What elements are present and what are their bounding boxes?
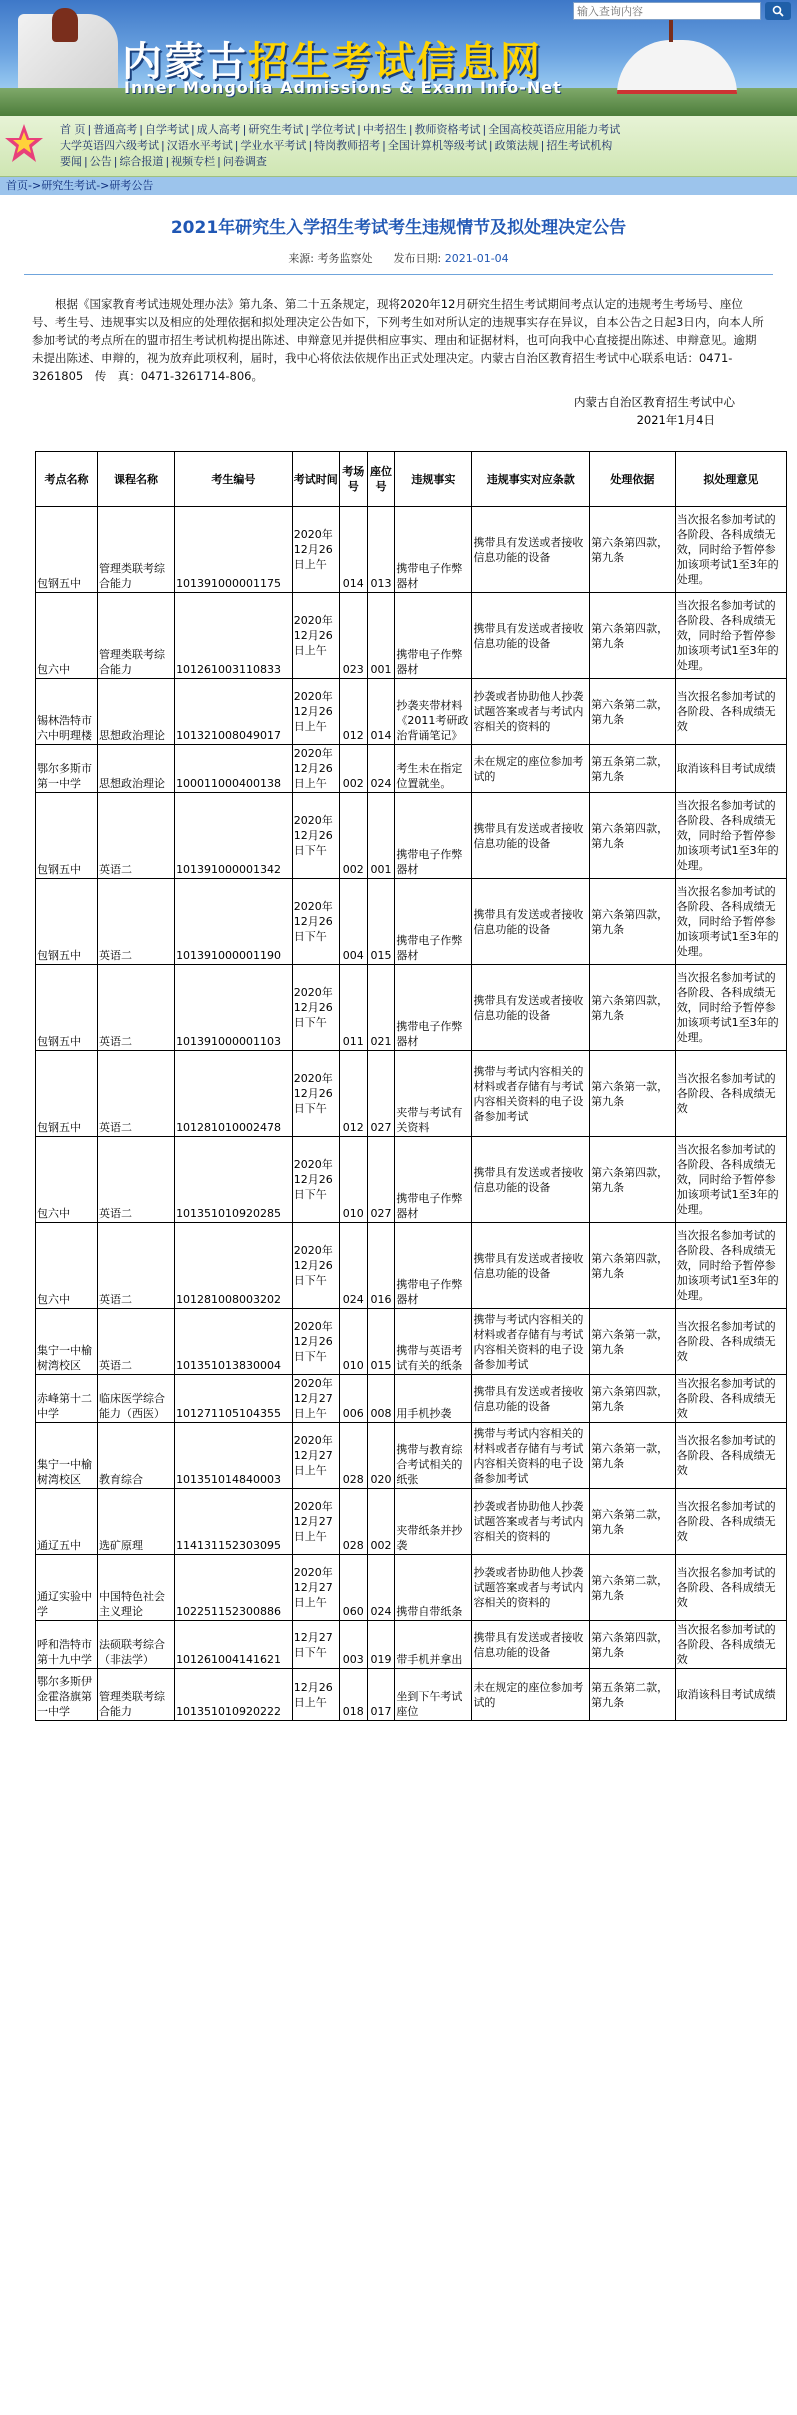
nav-link[interactable]: 首 页 — [60, 123, 86, 136]
search-bar — [573, 2, 791, 20]
table-cell: 2020年12月27日上午 — [292, 1375, 339, 1423]
table-cell: 008 — [367, 1375, 395, 1423]
table-cell: 带手机并拿出 — [395, 1621, 472, 1669]
table-cell: 12月27日下午 — [292, 1621, 339, 1669]
table-cell: 2020年12月26日上午 — [292, 507, 339, 593]
table-cell: 抄袭或者协助他人抄袭试题答案或者与考试内容相关的资料的 — [472, 1489, 590, 1555]
table-cell: 当次报名参加考试的各阶段、各科成绩无效 — [675, 1489, 786, 1555]
nav-link[interactable]: 中考招生 — [362, 123, 407, 136]
table-cell: 027 — [367, 1137, 395, 1223]
source-label: 来源: — [288, 252, 315, 265]
table-cell: 101391000001342 — [175, 793, 293, 879]
nav-link[interactable]: 成人高考 — [196, 123, 241, 136]
table-cell: 001 — [367, 793, 395, 879]
table-cell: 法硕联考综合（非法学） — [98, 1621, 175, 1669]
table-cell: 携带电子作弊器材 — [395, 793, 472, 879]
site-title: 内蒙古招生考试信息网 — [122, 39, 542, 85]
table-cell: 包钢五中 — [36, 879, 98, 965]
site-title-en: Inner Mongolia Admissions & Exam Info-Net — [124, 78, 562, 97]
table-row — [36, 1051, 787, 1137]
table-header-cell: 座位号 — [367, 452, 395, 507]
nav-link[interactable]: 要闻 — [60, 155, 82, 168]
table-cell: 鄂尔多斯市第一中学 — [36, 745, 98, 793]
table-header-cell: 考试时间 — [292, 452, 339, 507]
table-cell: 当次报名参加考试的各阶段、各科成绩无效 — [675, 679, 786, 745]
table-row — [36, 1555, 787, 1621]
table-cell: 101351010920285 — [175, 1137, 293, 1223]
table-cell: 携带具有发送或者接收信息功能的设备 — [472, 1223, 590, 1309]
nav-separator: | — [234, 139, 239, 152]
table-cell: 包六中 — [36, 1223, 98, 1309]
nav-separator: | — [242, 123, 247, 136]
table-cell: 002 — [339, 745, 367, 793]
table-cell: 携带与考试内容相关的材料或者存储有与考试内容相关资料的电子设备参加考试 — [472, 1051, 590, 1137]
table-cell: 019 — [367, 1621, 395, 1669]
nav-link[interactable]: 政策法规 — [494, 139, 539, 152]
table-cell: 包六中 — [36, 1137, 98, 1223]
table-cell: 携带具有发送或者接收信息功能的设备 — [472, 1137, 590, 1223]
table-cell: 第六条第二款，第九条 — [590, 1555, 676, 1621]
table-cell: 101391000001175 — [175, 507, 293, 593]
table-header-cell: 考点名称 — [36, 452, 98, 507]
table-cell: 2020年12月26日上午 — [292, 593, 339, 679]
article-meta — [0, 250, 797, 266]
table-cell: 2020年12月27日上午 — [292, 1555, 339, 1621]
table-row — [36, 1137, 787, 1223]
table-cell: 携带电子作弊器材 — [395, 879, 472, 965]
table-cell: 101271105104355 — [175, 1375, 293, 1423]
table-cell: 第六条第四款，第九条 — [590, 1137, 676, 1223]
table-cell: 通辽五中 — [36, 1489, 98, 1555]
sign-date: 2021年1月4日 — [636, 413, 715, 427]
nav-separator: | — [87, 123, 92, 136]
table-cell: 2020年12月26日下午 — [292, 1137, 339, 1223]
table-cell: 携带电子作弊器材 — [395, 507, 472, 593]
table-cell: 2020年12月26日下午 — [292, 1223, 339, 1309]
table-header-cell: 考场号 — [339, 452, 367, 507]
table-cell: 携带具有发送或者接收信息功能的设备 — [472, 965, 590, 1051]
table-cell: 101391000001190 — [175, 879, 293, 965]
table-header-cell: 考生编号 — [175, 452, 293, 507]
table-cell: 100011000400138 — [175, 745, 293, 793]
table-cell: 用手机抄袭 — [395, 1375, 472, 1423]
breadcrumb-separator: -> — [28, 179, 42, 192]
table-row — [36, 1375, 787, 1423]
table-cell: 携带具有发送或者接收信息功能的设备 — [472, 593, 590, 679]
table-cell: 001 — [367, 593, 395, 679]
table-cell: 012 — [339, 1051, 367, 1137]
table-row — [36, 1669, 787, 1721]
nav-separator: | — [482, 123, 487, 136]
table-cell: 002 — [339, 793, 367, 879]
table-row — [36, 1423, 787, 1489]
table-cell: 当次报名参加考试的各阶段、各科成绩无效，同时给予暂停参加该项考试1至3年的处理。 — [675, 965, 786, 1051]
divider — [24, 274, 773, 275]
table-cell: 2020年12月27日上午 — [292, 1423, 339, 1489]
table-cell: 第六条第二款，第九条 — [590, 1489, 676, 1555]
table-cell: 第六条第四款，第九条 — [590, 965, 676, 1051]
nav-separator: | — [113, 155, 118, 168]
table-cell: 014 — [367, 679, 395, 745]
table-cell: 101281010002478 — [175, 1051, 293, 1137]
table-cell: 021 — [367, 965, 395, 1051]
site-banner — [0, 0, 797, 116]
table-cell: 携带具有发送或者接收信息功能的设备 — [472, 1375, 590, 1423]
nav-separator: | — [308, 139, 313, 152]
table-cell: 抄袭夹带材料《2011考研政治背诵笔记》 — [395, 679, 472, 745]
table-cell: 2020年12月26日下午 — [292, 1051, 339, 1137]
table-cell: 2020年12月26日下午 — [292, 793, 339, 879]
nav-link[interactable]: 问卷调查 — [222, 155, 267, 168]
table-cell: 028 — [339, 1489, 367, 1555]
breadcrumb-announcement[interactable]: 研考公告 — [109, 179, 154, 192]
table-cell: 临床医学综合能力（西医） — [98, 1375, 175, 1423]
table-cell: 通辽实验中学 — [36, 1555, 98, 1621]
table-cell: 第六条第一款，第九条 — [590, 1309, 676, 1375]
table-cell: 携带具有发送或者接收信息功能的设备 — [472, 1621, 590, 1669]
table-cell: 管理类联考综合能力 — [98, 593, 175, 679]
nav-link[interactable]: 招生考试机构 — [546, 139, 613, 152]
table-cell: 024 — [367, 745, 395, 793]
table-cell: 当次报名参加考试的各阶段、各科成绩无效 — [675, 1555, 786, 1621]
nav-row-3 — [60, 154, 787, 170]
table-cell: 英语二 — [98, 1309, 175, 1375]
table-row — [36, 1489, 787, 1555]
date-label: 发布日期: — [393, 252, 442, 265]
table-cell: 当次报名参加考试的各阶段、各科成绩无效 — [675, 1051, 786, 1137]
table-cell: 考生未在指定位置就坐。 — [395, 745, 472, 793]
table-cell: 思想政治理论 — [98, 745, 175, 793]
banner-yurt-image — [617, 40, 737, 94]
table-cell: 2020年12月26日下午 — [292, 1309, 339, 1375]
table-cell: 管理类联考综合能力 — [98, 1669, 175, 1721]
table-cell: 004 — [339, 879, 367, 965]
table-cell: 2020年12月26日下午 — [292, 879, 339, 965]
table-cell: 携带电子作弊器材 — [395, 1137, 472, 1223]
table-cell: 包钢五中 — [36, 965, 98, 1051]
table-cell: 101261004141621 — [175, 1621, 293, 1669]
table-cell: 第六条第四款，第九条 — [590, 1223, 676, 1309]
table-cell: 027 — [367, 1051, 395, 1137]
breadcrumb-home[interactable]: 首页 — [6, 179, 28, 192]
table-cell: 携带具有发送或者接收信息功能的设备 — [472, 507, 590, 593]
table-cell: 2020年12月26日上午 — [292, 679, 339, 745]
nav-separator: | — [139, 123, 143, 136]
nav-separator: | — [190, 123, 195, 136]
table-cell: 102251152300886 — [175, 1555, 293, 1621]
table-cell: 管理类联考综合能力 — [98, 507, 175, 593]
violations-table — [35, 451, 787, 1721]
table-cell: 第五条第二款，第九条 — [590, 745, 676, 793]
signature — [0, 393, 735, 429]
table-cell: 101391000001103 — [175, 965, 293, 1051]
table-cell: 集宁一中榆树湾校区 — [36, 1423, 98, 1489]
table-cell: 抄袭或者协助他人抄袭试题答案或者与考试内容相关的资料的 — [472, 1555, 590, 1621]
table-cell: 018 — [339, 1669, 367, 1721]
table-cell: 当次报名参加考试的各阶段、各科成绩无效 — [675, 1375, 786, 1423]
nav-link[interactable]: 学业水平考试 — [240, 139, 307, 152]
table-header-cell: 处理依据 — [590, 452, 676, 507]
main-nav — [0, 116, 797, 177]
star-icon — [4, 122, 44, 166]
nav-separator: | — [161, 139, 165, 152]
table-cell: 第六条第四款，第九条 — [590, 1375, 676, 1423]
table-body — [36, 507, 787, 1721]
nav-link[interactable]: 学位考试 — [311, 123, 356, 136]
table-row — [36, 1223, 787, 1309]
table-cell: 024 — [367, 1555, 395, 1621]
table-cell: 第六条第四款，第九条 — [590, 593, 676, 679]
table-cell: 鄂尔多斯伊金霍洛旗第一中学 — [36, 1669, 98, 1721]
table-row — [36, 965, 787, 1051]
table-cell: 中国特色社会主义理论 — [98, 1555, 175, 1621]
nav-separator: | — [488, 139, 493, 152]
table-cell: 016 — [367, 1223, 395, 1309]
table-cell: 当次报名参加考试的各阶段、各科成绩无效，同时给予暂停参加该项考试1至3年的处理。 — [675, 1137, 786, 1223]
table-cell: 取消该科目考试成绩 — [675, 1669, 786, 1721]
breadcrumb — [0, 177, 797, 195]
table-cell: 当次报名参加考试的各阶段、各科成绩无效 — [675, 1423, 786, 1489]
nav-link[interactable]: 自学考试 — [144, 123, 189, 136]
search-input[interactable] — [573, 2, 761, 20]
table-cell: 002 — [367, 1489, 395, 1555]
table-cell: 第六条第四款，第九条 — [590, 879, 676, 965]
table-row — [36, 793, 787, 879]
table-cell: 携带电子作弊器材 — [395, 965, 472, 1051]
table-row — [36, 745, 787, 793]
article — [0, 195, 797, 1721]
table-cell: 当次报名参加考试的各阶段、各科成绩无效，同时给予暂停参加该项考试1至3年的处理。 — [675, 793, 786, 879]
nav-separator: | — [357, 123, 361, 136]
nav-separator: | — [408, 123, 413, 136]
table-cell: 101351010920222 — [175, 1669, 293, 1721]
search-icon — [772, 5, 784, 17]
table-cell: 当次报名参加考试的各阶段、各科成绩无效，同时给予暂停参加该项考试1至3年的处理。 — [675, 1223, 786, 1309]
publish-date: 2021-01-04 — [444, 252, 509, 265]
table-cell: 101321008049017 — [175, 679, 293, 745]
table-header-cell: 违规事实对应条款 — [472, 452, 590, 507]
article-title: 2021年研究生入学招生考试考生违规情节及拟处理决定公告 — [170, 218, 627, 238]
table-cell: 010 — [339, 1137, 367, 1223]
table-cell: 第六条第四款，第九条 — [590, 1621, 676, 1669]
table-cell: 101261003110833 — [175, 593, 293, 679]
table-cell: 英语二 — [98, 1137, 175, 1223]
nav-link[interactable]: 综合报道 — [119, 155, 164, 168]
table-cell: 坐到下午考试座位 — [395, 1669, 472, 1721]
table-cell: 第六条第四款，第九条 — [590, 507, 676, 593]
nav-separator: | — [540, 139, 545, 152]
nav-row-2 — [60, 138, 787, 154]
table-header-row — [36, 452, 787, 507]
table-header-cell: 违规事实 — [395, 452, 472, 507]
nav-separator: | — [217, 155, 221, 168]
table-cell: 当次报名参加考试的各阶段、各科成绩无效 — [675, 1621, 786, 1669]
table-cell: 第六条第一款，第九条 — [590, 1051, 676, 1137]
table-cell: 携带与考试内容相关的材料或者存储有与考试内容相关资料的电子设备参加考试 — [472, 1309, 590, 1375]
nav-link[interactable]: 视频专栏 — [171, 155, 216, 168]
breadcrumb-separator: -> — [96, 179, 110, 192]
table-cell: 携带与考试内容相关的材料或者存储有与考试内容相关资料的电子设备参加考试 — [472, 1423, 590, 1489]
table-row — [36, 1621, 787, 1669]
table-cell: 023 — [339, 593, 367, 679]
table-cell: 赤峰第十二中学 — [36, 1375, 98, 1423]
table-cell: 第六条第四款，第九条 — [590, 793, 676, 879]
table-cell: 024 — [339, 1223, 367, 1309]
nav-link[interactable]: 全国计算机等级考试 — [387, 139, 487, 152]
table-cell: 夹带纸条并抄袭 — [395, 1489, 472, 1555]
table-cell: 携带与英语考试有关的纸条 — [395, 1309, 472, 1375]
nav-row-1 — [60, 122, 787, 138]
table-cell: 包六中 — [36, 593, 98, 679]
table-cell: 第六条第一款，第九条 — [590, 1423, 676, 1489]
table-cell: 014 — [339, 507, 367, 593]
table-row — [36, 593, 787, 679]
table-cell: 当次报名参加考试的各阶段、各科成绩无效，同时给予暂停参加该项考试1至3年的处理。 — [675, 507, 786, 593]
table-cell: 取消该科目考试成绩 — [675, 745, 786, 793]
table-cell: 教育综合 — [98, 1423, 175, 1489]
table-cell: 携带具有发送或者接收信息功能的设备 — [472, 793, 590, 879]
signer: 内蒙古自治区教育招生考试中心 — [574, 395, 735, 409]
nav-separator: | — [165, 155, 170, 168]
table-cell: 010 — [339, 1309, 367, 1375]
table-cell: 夹带与考试有关资料 — [395, 1051, 472, 1137]
source-value: 考务监察处 — [317, 252, 373, 265]
table-cell: 020 — [367, 1423, 395, 1489]
banner-horse-rider-image — [52, 8, 78, 42]
nav-link[interactable]: 大学英语四六级考试 — [60, 139, 159, 152]
table-cell: 呼和浩特市第十九中学 — [36, 1621, 98, 1669]
table-header-cell: 拟处理意见 — [675, 452, 786, 507]
table-cell: 第六条第二款，第九条 — [590, 679, 676, 745]
nav-link[interactable]: 公告 — [89, 155, 112, 168]
table-cell: 2020年12月26日下午 — [292, 965, 339, 1051]
nav-separator: | — [305, 123, 310, 136]
table-cell: 101351014840003 — [175, 1423, 293, 1489]
table-cell: 015 — [367, 879, 395, 965]
table-cell: 未在规定的座位参加考试的 — [472, 1669, 590, 1721]
table-cell: 017 — [367, 1669, 395, 1721]
table-cell: 锡林浩特市六中明理楼 — [36, 679, 98, 745]
table-cell: 003 — [339, 1621, 367, 1669]
table-cell: 2020年12月27日上午 — [292, 1489, 339, 1555]
table-cell: 英语二 — [98, 1051, 175, 1137]
table-cell: 携带与教育综合考试相关的纸张 — [395, 1423, 472, 1489]
table-row — [36, 679, 787, 745]
search-button[interactable] — [765, 2, 791, 20]
table-cell: 011 — [339, 965, 367, 1051]
table-cell: 第五条第二款，第九条 — [590, 1669, 676, 1721]
table-cell: 包钢五中 — [36, 793, 98, 879]
table-cell: 携带自带纸条 — [395, 1555, 472, 1621]
table-cell: 114131152303095 — [175, 1489, 293, 1555]
table-row — [36, 879, 787, 965]
table-cell: 集宁一中榆树湾校区 — [36, 1309, 98, 1375]
table-cell: 英语二 — [98, 793, 175, 879]
nav-link[interactable]: 特岗教师招考 — [314, 139, 381, 152]
table-cell: 抄袭或者协助他人抄袭试题答案或者与考试内容相关的资料的 — [472, 679, 590, 745]
table-row — [36, 507, 787, 593]
table-row — [36, 1309, 787, 1375]
article-body: 根据《国家教育考试违规处理办法》第九条、第二十五条规定，现将2020年12月研究生招生考试期间考点认定的违规考生考场号、座位号、考生号、违规事实以及相应的处理依据和拟处理决定公告如下，下列考生如对所认定的违规事实存在异议，自本公告之日起3日内，向本人所参加考试的考点所在的盟市招生考试机构提出陈述、申辩意见并提供相应事实、理由和证据材料，也可向我中心直接提出陈述、申辩意见。逾期未提出陈述、申辩的，视为放弃此项权利，届时，我中心将依法依规作出正式处理决定。内蒙古自治区教育招生考试中心联系电话：0471-3261805 传 真：0471-3261714-806。 — [32, 297, 764, 383]
nav-link[interactable]: 教师资格考试 — [414, 123, 481, 136]
table-cell: 028 — [339, 1423, 367, 1489]
table-cell: 英语二 — [98, 1223, 175, 1309]
table-cell: 101281008003202 — [175, 1223, 293, 1309]
table-cell: 013 — [367, 507, 395, 593]
table-cell: 英语二 — [98, 965, 175, 1051]
breadcrumb-grad-exam[interactable]: 研究生考试 — [41, 179, 97, 192]
table-cell: 携带具有发送或者接收信息功能的设备 — [472, 879, 590, 965]
table-cell: 101351013830004 — [175, 1309, 293, 1375]
table-cell: 当次报名参加考试的各阶段、各科成绩无效，同时给予暂停参加该项考试1至3年的处理。 — [675, 593, 786, 679]
nav-link[interactable]: 全国高校英语应用能力考试 — [488, 123, 621, 136]
table-cell: 当次报名参加考试的各阶段、各科成绩无效 — [675, 1309, 786, 1375]
nav-link[interactable]: 研究生考试 — [248, 123, 304, 136]
table-cell: 006 — [339, 1375, 367, 1423]
table-cell: 携带电子作弊器材 — [395, 593, 472, 679]
table-cell: 060 — [339, 1555, 367, 1621]
nav-separator: | — [382, 139, 386, 152]
table-cell: 包钢五中 — [36, 1051, 98, 1137]
nav-separator: | — [84, 155, 88, 168]
table-header-cell: 课程名称 — [98, 452, 175, 507]
nav-links — [60, 122, 787, 170]
table-cell: 2020年12月26日上午 — [292, 745, 339, 793]
table-cell: 携带电子作弊器材 — [395, 1223, 472, 1309]
table-cell: 选矿原理 — [98, 1489, 175, 1555]
table-cell: 12月26日上午 — [292, 1669, 339, 1721]
table-cell: 当次报名参加考试的各阶段、各科成绩无效，同时给予暂停参加该项考试1至3年的处理。 — [675, 879, 786, 965]
table-cell: 英语二 — [98, 879, 175, 965]
table-cell: 思想政治理论 — [98, 679, 175, 745]
table-cell: 未在规定的座位参加考试的 — [472, 745, 590, 793]
table-cell: 012 — [339, 679, 367, 745]
table-cell: 015 — [367, 1309, 395, 1375]
nav-link[interactable]: 普通高考 — [93, 123, 138, 136]
nav-link[interactable]: 汉语水平考试 — [166, 139, 233, 152]
table-cell: 包钢五中 — [36, 507, 98, 593]
